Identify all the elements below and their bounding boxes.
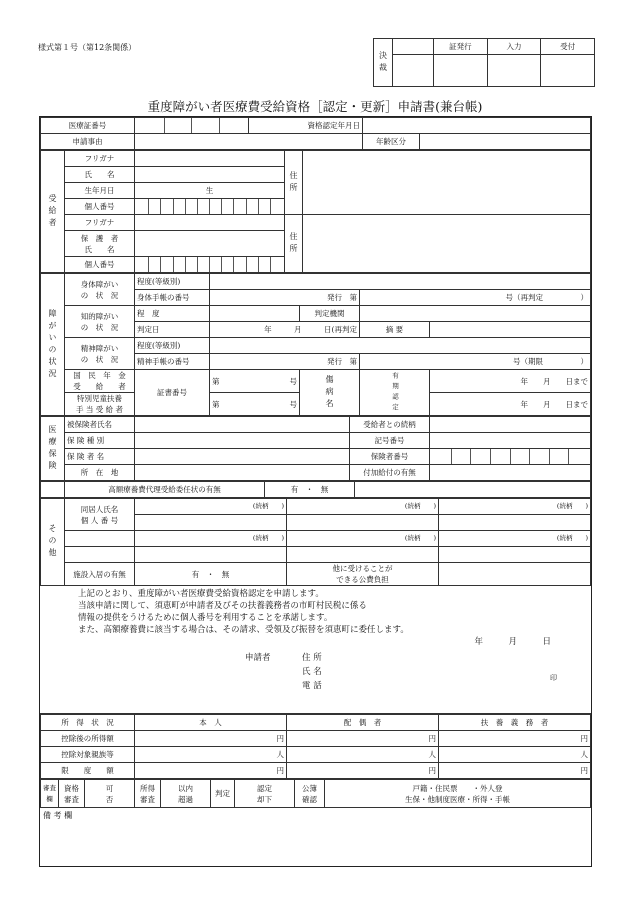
child-cert-field[interactable]: 第 号 (210, 393, 300, 416)
income-cell[interactable]: 円 (287, 763, 439, 779)
kessai-label: 決裁 (374, 39, 393, 87)
applicant-name[interactable]: 氏 名 (302, 667, 322, 677)
intel-label: 知的障がい の 状 況 (65, 306, 135, 338)
income-cell[interactable]: 円 (135, 731, 287, 747)
income-result[interactable]: 以内 超過 (161, 780, 211, 808)
tekiyo-field[interactable] (430, 322, 591, 338)
review-label: 審査欄 (41, 780, 59, 808)
income-header: 所 得 状 況 (41, 715, 135, 731)
pension-cert-field[interactable]: 第 号 (210, 370, 300, 393)
age-field[interactable] (420, 134, 591, 150)
symbol-field[interactable] (430, 433, 591, 449)
cohabit-2[interactable]: (続柄 ) (287, 499, 439, 515)
recipient-section-label: 受給者 (41, 151, 65, 273)
guardian-name-label: 保 護 者 氏 名 (65, 231, 135, 257)
insured-name-label: 被保険者氏名 (65, 417, 135, 433)
kogaku-label: 高額療養費代理受給委任状の有無 (65, 482, 265, 498)
income-cell[interactable]: 円 (287, 731, 439, 747)
date-line: 年 月 日 (474, 637, 551, 647)
applicant-label: 申請者 (245, 653, 271, 663)
born-suffix: 生 (205, 186, 214, 195)
location-field[interactable] (135, 465, 350, 481)
extra-benefit-label: 付加給付の有無 (350, 465, 430, 481)
public-label: 他に受けることが できる公費負担 (287, 563, 439, 586)
page-title: 重度障がい者医療費受給資格［認定・更新］申請書(兼台帳) (147, 99, 483, 114)
insurer-field[interactable] (135, 449, 350, 465)
insurance-type-label: 保 険 種 別 (65, 433, 135, 449)
physical-label: 身体障がい の 状 況 (65, 274, 135, 306)
pension-label: 国 民 年 金 受 給 者 (65, 370, 135, 393)
approval-box (373, 38, 595, 84)
cohabit-1[interactable]: (続柄 ) (135, 499, 287, 515)
location-label: 所 在 地 (65, 465, 135, 481)
recipient-id-field[interactable] (135, 199, 285, 215)
mental-grade-label: 程度(等級別) (135, 338, 210, 354)
insurer-no-label: 保険者番号 (350, 449, 430, 465)
guardian-furigana-field[interactable] (135, 215, 285, 231)
age-label: 年齢区分 (363, 134, 420, 150)
facility-value[interactable]: 有 ・ 無 (135, 563, 287, 586)
recipient-id-label: 個人番号 (65, 199, 135, 215)
guardian-address-label: 住所 (285, 215, 303, 273)
recipient-name-label: 氏 名 (65, 167, 135, 183)
insurance-section-label: 医療保険 (41, 417, 65, 481)
recipient-birth-field[interactable] (135, 183, 285, 199)
cert-date-label: 資格認定年月日 (249, 118, 363, 134)
physical-techo-label: 身体手帳の番号 (135, 290, 210, 306)
income-cell[interactable]: 人 (135, 747, 287, 763)
income-review: 所得 審査 (135, 780, 161, 808)
card-number-label: 医療証番号 (41, 118, 135, 134)
recipient-furigana-label: フリガナ (65, 151, 135, 167)
guardian-id-label: 個人番号 (65, 257, 135, 273)
judgment-result[interactable]: 認定 却下 (235, 780, 295, 808)
insured-name-field[interactable] (135, 417, 350, 433)
income-cell[interactable]: 円 (439, 763, 591, 779)
declaration-line-3: 情報の提供をうけるために個人番号を利用することを承諾します。 (78, 613, 333, 623)
mental-number: 号（期限 ） (360, 354, 591, 370)
judge-date-label: 判定日 (135, 322, 210, 338)
symbol-label: 記号番号 (350, 433, 430, 449)
applicant-tel[interactable]: 電 話 (302, 681, 322, 691)
income-row-2: 控除対象親族等 (41, 747, 135, 763)
judge-org-field[interactable] (360, 306, 591, 322)
declaration-line-4: また、高額療養費に該当する場合は、その請求、受領及び振替を須恵町に委任します。 (78, 625, 409, 635)
judgment-label: 判定 (211, 780, 235, 808)
form-label: 様式第１号（第12条関係） (38, 43, 137, 52)
cert-no-label: 証書番号 (135, 370, 210, 416)
mental-label: 精神障がい の 状 況 (65, 338, 135, 370)
relation-field[interactable] (430, 417, 591, 433)
other-section-label: その他 (41, 499, 65, 586)
tekiyo-label: 摘 要 (360, 322, 430, 338)
application-form (39, 116, 592, 867)
cert-date-field[interactable] (363, 118, 591, 134)
cohabit-5[interactable]: (続柄 ) (287, 531, 439, 547)
physical-number: 号（再判定 ） (360, 290, 591, 306)
income-cell[interactable]: 人 (287, 747, 439, 763)
guardian-id-field[interactable] (135, 257, 285, 273)
recipient-address-label: 住所 (285, 151, 303, 215)
card-number-field[interactable] (135, 118, 249, 134)
income-self: 本 人 (135, 715, 287, 731)
period-until-1[interactable]: 年 月 日まで (430, 370, 591, 393)
physical-grade-field[interactable] (210, 274, 591, 290)
kogaku-value[interactable]: 有 ・ 無 (265, 482, 355, 498)
insurer-no-field[interactable] (430, 449, 591, 465)
cohabit-label: 同居人氏名 個 人 番 号 (65, 499, 135, 531)
extra-benefit-field[interactable] (430, 465, 591, 481)
approval-col-2: 入力 (487, 39, 541, 55)
guardian-furigana-label: フリガナ (65, 215, 135, 231)
approval-col-3: 受付 (541, 39, 595, 55)
insurance-type-field[interactable] (135, 433, 350, 449)
guardian-name-field[interactable] (135, 231, 285, 257)
seal-mark: 印 (550, 674, 557, 682)
mental-grade-field[interactable] (210, 338, 591, 354)
period-until-2[interactable]: 年 月 日まで (430, 393, 591, 416)
qual-result[interactable]: 可 否 (85, 780, 135, 808)
declaration-line-2: 当該申請に関して、須恵町が申請者及びその扶養義務者の市町村民税に係る (78, 601, 367, 611)
applicant-address[interactable]: 住 所 (302, 653, 322, 663)
income-cell[interactable]: 人 (439, 747, 591, 763)
public-field[interactable] (439, 563, 591, 586)
income-cell[interactable]: 円 (439, 731, 591, 747)
income-guardian: 扶 養 義 務 者 (439, 715, 591, 731)
mental-issued: 発行 第 (210, 354, 360, 370)
physical-issued: 発行 第 (210, 290, 360, 306)
disability-section-label: 障がいの状況 (41, 274, 65, 416)
guardian-address-field[interactable] (303, 215, 591, 273)
cohabit-6[interactable]: (続柄 ) (439, 531, 591, 547)
record-check: 公簿 確認 (295, 780, 325, 808)
qual-review: 資格 審査 (59, 780, 85, 808)
declaration-line-1: 上記のとおり、重度障がい者医療費受給資格認定を申請します。 (78, 589, 324, 599)
mental-techo-label: 精神手帳の番号 (135, 354, 210, 370)
judge-org-label: 判定機関 (300, 306, 360, 322)
physical-grade-label: 程度(等級別) (135, 274, 210, 290)
recipient-birth-label: 生年月日 (65, 183, 135, 199)
remarks[interactable]: 備 考 欄 (43, 811, 73, 820)
recipient-name-field[interactable] (135, 167, 285, 183)
docs-check[interactable]: 戸籍・住民票 ・外人登 生保・他制度医療・所得・手帳 (325, 780, 591, 808)
period-label: 有期認定 (360, 370, 430, 416)
reason-label: 申請事由 (41, 134, 135, 150)
child-label: 特別児童扶養 手 当 受 給 者 (65, 393, 135, 416)
intel-degree-field[interactable] (210, 306, 300, 322)
income-row-1: 控除後の所得額 (41, 731, 135, 747)
cohabit-4[interactable]: (続柄 ) (135, 531, 287, 547)
recipient-furigana-field[interactable] (135, 151, 285, 167)
income-spouse: 配 偶 者 (287, 715, 439, 731)
insurer-label: 保 険 者 名 (65, 449, 135, 465)
intel-degree-label: 程 度 (135, 306, 210, 322)
declaration (40, 586, 591, 714)
injury-label: 傷病名 (300, 370, 360, 416)
relation-label: 受給者との続柄 (350, 417, 430, 433)
recipient-address-field[interactable] (303, 151, 591, 215)
cohabit-3[interactable]: (続柄 ) (439, 499, 591, 515)
income-row-3: 限 度 額 (41, 763, 135, 779)
income-cell[interactable]: 円 (135, 763, 287, 779)
reason-field[interactable] (135, 134, 363, 150)
approval-col-1: 証発行 (434, 39, 488, 55)
facility-label: 施設入居の有無 (65, 563, 135, 586)
judge-date-field[interactable]: 年 月 日(再判定 (210, 322, 360, 338)
